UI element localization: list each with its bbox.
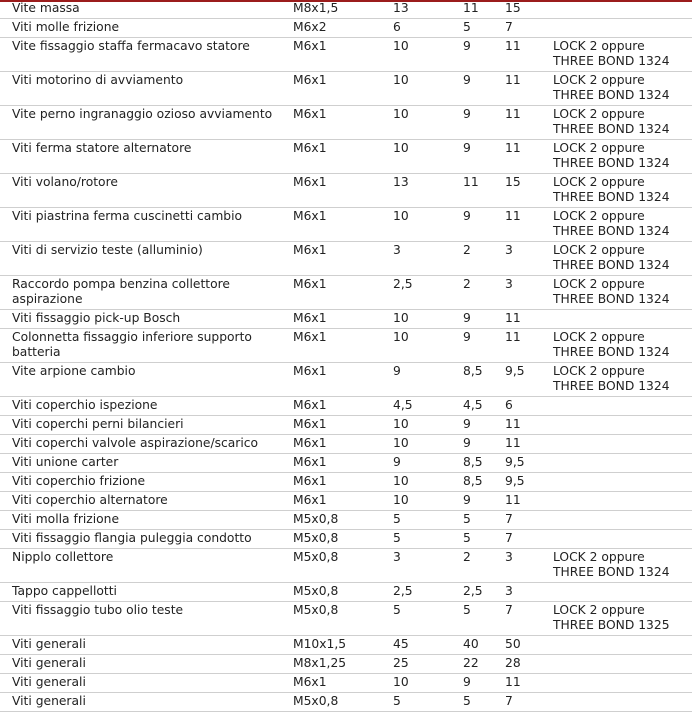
torque-max-cell: 7 <box>503 602 547 636</box>
torque-max-cell: 3 <box>503 276 547 310</box>
torque-max-cell: 11 <box>503 492 547 511</box>
torque-max-cell: 11 <box>503 435 547 454</box>
thread-cell: M6x1 <box>286 174 386 208</box>
torque-nominal-cell: 10 <box>386 473 456 492</box>
thread-cell: M6x1 <box>286 492 386 511</box>
note-cell: LOCK 2 oppure THREE BOND 1324 <box>547 363 692 397</box>
note-cell <box>547 19 692 38</box>
torque-max-cell: 15 <box>503 174 547 208</box>
table-row <box>0 583 692 602</box>
part-cell: Viti fissaggio flangia puleggia condotto <box>0 530 286 549</box>
thread-cell: M6x1 <box>286 397 386 416</box>
part-cell: Viti di servizio teste (alluminio) <box>0 242 286 276</box>
thread-cell: M6x1 <box>286 72 386 106</box>
thread-cell: M6x1 <box>286 242 386 276</box>
thread-cell: M6x2 <box>286 19 386 38</box>
torque-max-cell: 11 <box>503 38 547 72</box>
torque-max-cell: 11 <box>503 208 547 242</box>
table-row <box>0 530 692 549</box>
torque-min-cell: 11 <box>456 174 503 208</box>
torque-nominal-cell: 10 <box>386 435 456 454</box>
note-cell: LOCK 2 oppure THREE BOND 1324 <box>547 242 692 276</box>
part-cell: Vite fissaggio staffa fermacavo statore <box>0 38 286 72</box>
torque-max-cell: 15 <box>503 0 547 19</box>
thread-cell: M6x1 <box>286 106 386 140</box>
thread-cell: M6x1 <box>286 416 386 435</box>
note-cell: LOCK 2 oppure THREE BOND 1324 <box>547 276 692 310</box>
note-cell <box>547 310 692 329</box>
torque-nominal-cell: 10 <box>386 310 456 329</box>
note-cell <box>547 435 692 454</box>
part-cell: Nipplo collettore <box>0 549 286 583</box>
part-cell: Viti generali <box>0 674 286 693</box>
torque-min-cell: 8,5 <box>456 454 503 473</box>
part-cell: Viti fissaggio pick-up Bosch <box>0 310 286 329</box>
thread-cell: M6x1 <box>286 140 386 174</box>
note-cell <box>547 397 692 416</box>
part-cell: Viti volano/rotore <box>0 174 286 208</box>
part-cell: Vite massa <box>0 0 286 19</box>
torque-nominal-cell: 10 <box>386 492 456 511</box>
table-row <box>0 416 692 435</box>
torque-nominal-cell: 10 <box>386 106 456 140</box>
note-cell <box>547 674 692 693</box>
thread-cell: M6x1 <box>286 435 386 454</box>
torque-min-cell: 2 <box>456 242 503 276</box>
torque-nominal-cell: 10 <box>386 674 456 693</box>
table-row <box>0 602 692 636</box>
note-cell: LOCK 2 oppure THREE BOND 1324 <box>547 549 692 583</box>
part-cell: Viti molle frizione <box>0 19 286 38</box>
torque-nominal-cell: 5 <box>386 511 456 530</box>
torque-nominal-cell: 10 <box>386 140 456 174</box>
table-row <box>0 140 692 174</box>
torque-min-cell: 9 <box>456 310 503 329</box>
torque-min-cell: 5 <box>456 693 503 712</box>
torque-max-cell: 7 <box>503 693 547 712</box>
note-cell <box>547 416 692 435</box>
torque-max-cell: 11 <box>503 416 547 435</box>
torque-min-cell: 9 <box>456 106 503 140</box>
torque-nominal-cell: 10 <box>386 208 456 242</box>
torque-max-cell: 3 <box>503 242 547 276</box>
note-cell: LOCK 2 oppure THREE BOND 1324 <box>547 329 692 363</box>
torque-min-cell: 9 <box>456 208 503 242</box>
thread-cell: M5x0,8 <box>286 511 386 530</box>
part-cell: Viti molla frizione <box>0 511 286 530</box>
torque-max-cell: 7 <box>503 511 547 530</box>
thread-cell: M6x1 <box>286 363 386 397</box>
torque-min-cell: 9 <box>456 38 503 72</box>
note-cell: LOCK 2 oppure THREE BOND 1324 <box>547 38 692 72</box>
torque-max-cell: 11 <box>503 72 547 106</box>
table-row <box>0 435 692 454</box>
torque-nominal-cell: 6 <box>386 19 456 38</box>
torque-min-cell: 11 <box>456 0 503 19</box>
table-row <box>0 208 692 242</box>
thread-cell: M6x1 <box>286 454 386 473</box>
note-cell <box>547 693 692 712</box>
thread-cell: M5x0,8 <box>286 530 386 549</box>
torque-max-cell: 9,5 <box>503 363 547 397</box>
table-row <box>0 329 692 363</box>
thread-cell: M8x1,5 <box>286 0 386 19</box>
thread-cell: M6x1 <box>286 208 386 242</box>
torque-nominal-cell: 10 <box>386 72 456 106</box>
torque-nominal-cell: 2,5 <box>386 583 456 602</box>
note-cell <box>547 492 692 511</box>
note-cell <box>547 0 692 19</box>
table-row <box>0 276 692 310</box>
note-cell <box>547 454 692 473</box>
torque-min-cell: 9 <box>456 140 503 174</box>
note-cell <box>547 473 692 492</box>
thread-cell: M10x1,5 <box>286 636 386 655</box>
note-cell: LOCK 2 oppure THREE BOND 1324 <box>547 174 692 208</box>
torque-nominal-cell: 4,5 <box>386 397 456 416</box>
table-row <box>0 0 692 19</box>
torque-nominal-cell: 10 <box>386 329 456 363</box>
part-cell: Viti generali <box>0 636 286 655</box>
part-cell: Viti fissaggio tubo olio teste <box>0 602 286 636</box>
torque-nominal-cell: 25 <box>386 655 456 674</box>
torque-min-cell: 40 <box>456 636 503 655</box>
torque-min-cell: 9 <box>456 674 503 693</box>
torque-min-cell: 22 <box>456 655 503 674</box>
table-row <box>0 242 692 276</box>
torque-max-cell: 3 <box>503 583 547 602</box>
torque-min-cell: 5 <box>456 511 503 530</box>
torque-max-cell: 11 <box>503 106 547 140</box>
torque-min-cell: 9 <box>456 72 503 106</box>
part-cell: Viti coperchi perni bilancieri <box>0 416 286 435</box>
part-cell: Viti coperchi valvole aspirazione/scarico <box>0 435 286 454</box>
part-cell: Vite perno ingranaggio ozioso avviamento <box>0 106 286 140</box>
part-cell: Viti generali <box>0 655 286 674</box>
note-cell: LOCK 2 oppure THREE BOND 1324 <box>547 208 692 242</box>
torque-nominal-cell: 13 <box>386 0 456 19</box>
torque-nominal-cell: 5 <box>386 602 456 636</box>
table-row <box>0 174 692 208</box>
thread-cell: M8x1,25 <box>286 655 386 674</box>
torque-min-cell: 9 <box>456 416 503 435</box>
table-row <box>0 655 692 674</box>
table-row <box>0 693 692 712</box>
torque-max-cell: 7 <box>503 530 547 549</box>
thread-cell: M6x1 <box>286 310 386 329</box>
note-cell <box>547 583 692 602</box>
thread-cell: M6x1 <box>286 329 386 363</box>
note-cell: LOCK 2 oppure THREE BOND 1324 <box>547 72 692 106</box>
table-row <box>0 454 692 473</box>
table-row <box>0 72 692 106</box>
table-row <box>0 473 692 492</box>
torque-nominal-cell: 5 <box>386 693 456 712</box>
torque-nominal-cell: 10 <box>386 38 456 72</box>
thread-cell: M5x0,8 <box>286 549 386 583</box>
torque-min-cell: 9 <box>456 435 503 454</box>
part-cell: Colonnetta fissaggio inferiore supporto batteria <box>0 329 286 363</box>
table-row <box>0 674 692 693</box>
torque-max-cell: 28 <box>503 655 547 674</box>
part-cell: Viti generali <box>0 693 286 712</box>
torque-nominal-cell: 9 <box>386 454 456 473</box>
note-cell <box>547 655 692 674</box>
thread-cell: M5x0,8 <box>286 583 386 602</box>
torque-max-cell: 6 <box>503 397 547 416</box>
part-cell: Viti ferma statore alternatore <box>0 140 286 174</box>
part-cell: Viti motorino di avviamento <box>0 72 286 106</box>
torque-min-cell: 4,5 <box>456 397 503 416</box>
torque-nominal-cell: 5 <box>386 530 456 549</box>
table-row <box>0 106 692 140</box>
table-row <box>0 549 692 583</box>
part-cell: Viti unione carter <box>0 454 286 473</box>
table-row <box>0 38 692 72</box>
torque-min-cell: 9 <box>456 492 503 511</box>
torque-min-cell: 2,5 <box>456 583 503 602</box>
torque-max-cell: 50 <box>503 636 547 655</box>
thread-cell: M6x1 <box>286 674 386 693</box>
part-cell: Viti piastrina ferma cuscinetti cambio <box>0 208 286 242</box>
torque-max-cell: 11 <box>503 140 547 174</box>
thread-cell: M6x1 <box>286 473 386 492</box>
table-row <box>0 310 692 329</box>
torque-max-cell: 7 <box>503 19 547 38</box>
torque-min-cell: 8,5 <box>456 363 503 397</box>
torque-min-cell: 5 <box>456 19 503 38</box>
part-cell: Viti coperchio alternatore <box>0 492 286 511</box>
note-cell <box>547 636 692 655</box>
torque-min-cell: 8,5 <box>456 473 503 492</box>
torque-max-cell: 9,5 <box>503 454 547 473</box>
note-cell <box>547 511 692 530</box>
torque-min-cell: 2 <box>456 276 503 310</box>
thread-cell: M6x1 <box>286 276 386 310</box>
torque-nominal-cell: 2,5 <box>386 276 456 310</box>
torque-nominal-cell: 45 <box>386 636 456 655</box>
note-cell: LOCK 2 oppure THREE BOND 1324 <box>547 140 692 174</box>
torque-nominal-cell: 3 <box>386 549 456 583</box>
table-row <box>0 363 692 397</box>
table-row <box>0 19 692 38</box>
torque-max-cell: 11 <box>503 329 547 363</box>
torque-max-cell: 3 <box>503 549 547 583</box>
torque-min-cell: 5 <box>456 602 503 636</box>
thread-cell: M6x1 <box>286 38 386 72</box>
torque-max-cell: 11 <box>503 310 547 329</box>
part-cell: Viti coperchio frizione <box>0 473 286 492</box>
table-row <box>0 492 692 511</box>
note-cell: LOCK 2 oppure THREE BOND 1325 <box>547 602 692 636</box>
torque-max-cell: 11 <box>503 674 547 693</box>
torque-nominal-cell: 13 <box>386 174 456 208</box>
thread-cell: M5x0,8 <box>286 693 386 712</box>
table-row <box>0 511 692 530</box>
torque-nominal-cell: 3 <box>386 242 456 276</box>
part-cell: Raccordo pompa benzina collettore aspirazione <box>0 276 286 310</box>
torque-min-cell: 9 <box>456 329 503 363</box>
part-cell: Tappo cappellotti <box>0 583 286 602</box>
thread-cell: M5x0,8 <box>286 602 386 636</box>
torque-nominal-cell: 9 <box>386 363 456 397</box>
table-row <box>0 397 692 416</box>
note-cell: LOCK 2 oppure THREE BOND 1324 <box>547 106 692 140</box>
table-row <box>0 636 692 655</box>
torque-max-cell: 9,5 <box>503 473 547 492</box>
torque-min-cell: 2 <box>456 549 503 583</box>
part-cell: Viti coperchio ispezione <box>0 397 286 416</box>
torque-nominal-cell: 10 <box>386 416 456 435</box>
note-cell <box>547 530 692 549</box>
torque-min-cell: 5 <box>456 530 503 549</box>
part-cell: Vite arpione cambio <box>0 363 286 397</box>
